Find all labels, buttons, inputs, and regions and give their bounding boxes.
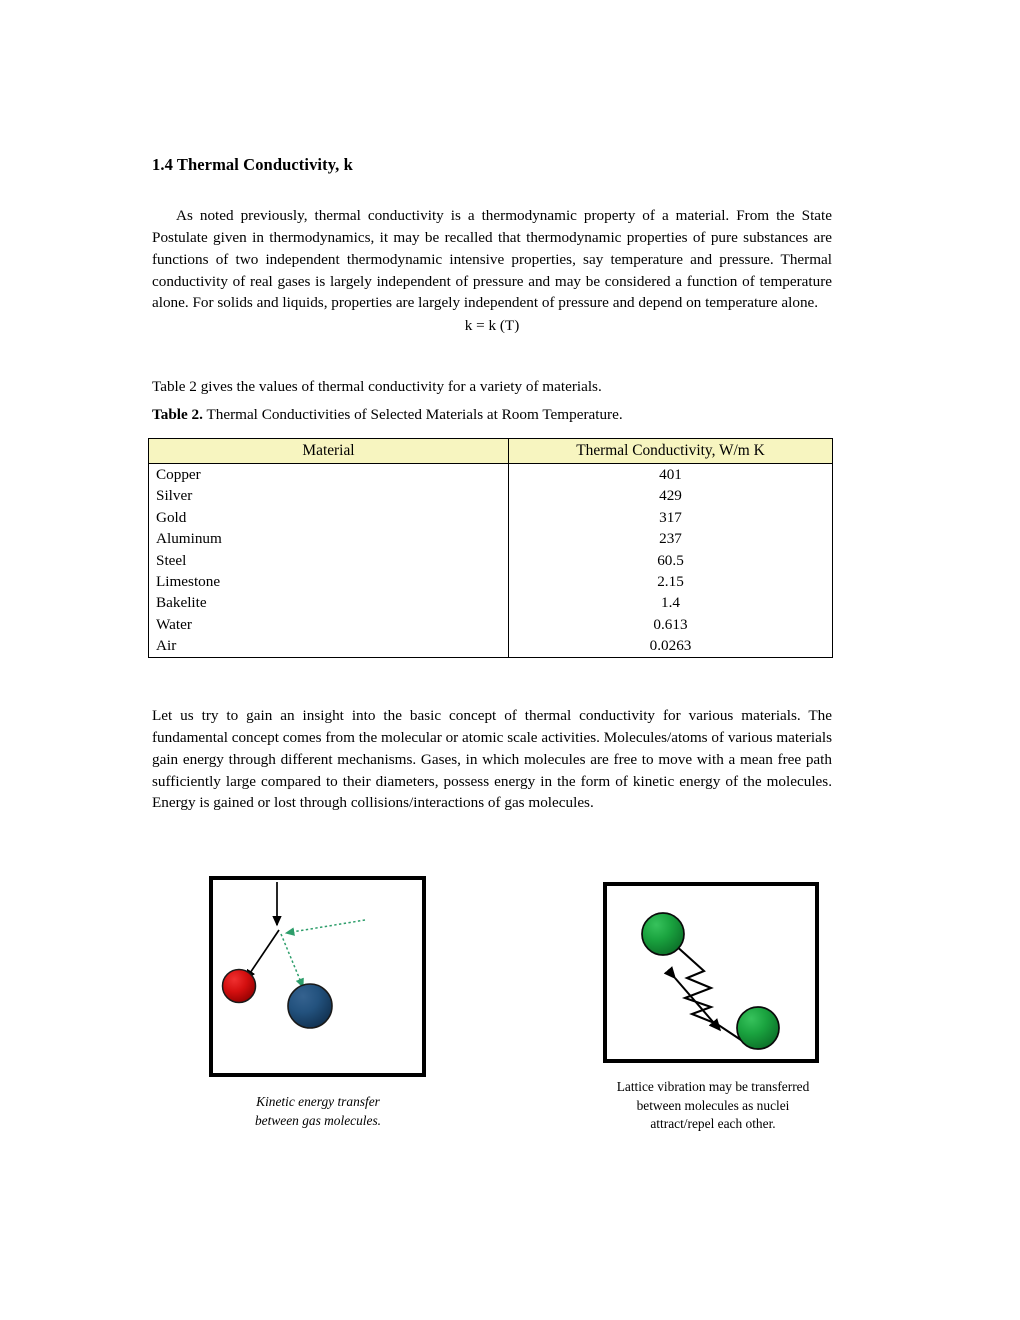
cell-material: Limestone <box>149 571 509 592</box>
kinetic-energy-transfer-caption <box>210 1093 426 1130</box>
table-header <box>149 439 833 464</box>
table-row <box>149 528 833 549</box>
table-row <box>149 635 833 657</box>
column-header-conductivity: Thermal Conductivity, W/m K <box>509 439 833 464</box>
caption-line: attract/repel each other. <box>650 1116 776 1132</box>
cell-material: Bakelite <box>149 592 509 613</box>
deflected-arrow-to-red <box>246 930 279 979</box>
spring-zigzag <box>674 944 747 1044</box>
paragraph-table-lead-in: Table 2 gives the values of thermal conductivity for a variety of materials. <box>152 378 602 396</box>
table-caption-text: Thermal Conductivities of Selected Materials at Room Temperature. <box>202 406 623 423</box>
cell-conductivity: 1.4 <box>509 592 833 613</box>
cell-conductivity: 429 <box>509 485 833 506</box>
table-row <box>149 464 833 486</box>
kinetic-energy-transfer-figure <box>209 876 426 1077</box>
caption-line: between gas molecules. <box>254 1112 382 1128</box>
blue-gas-molecule <box>288 984 332 1028</box>
outgoing-green-dotted-arrow <box>281 934 303 987</box>
paragraph-after-table: Let us try to gain an insight into the basic concept of thermal conductivity for various materials. The fundamental concept comes from the molecular or atomic scale activities. Molecules/atoms of various materials gain energy through different mechanisms. Gases, in which molecules are free to move with a mean free path sufficiently large compared to their diameters, possess energy in the form of kinetic energy of the molecules. Energy is gained or lost through collisions/interactions of gas molecules. <box>152 707 832 812</box>
table-row <box>149 592 833 613</box>
table-row <box>149 550 833 571</box>
page-title: 1.4 Thermal Conductivity, k <box>152 154 353 174</box>
cell-material: Copper <box>149 464 509 486</box>
cell-conductivity: 0.0263 <box>509 635 833 657</box>
lattice-vibration-caption <box>594 1078 832 1134</box>
incoming-green-dotted-arrow <box>286 920 365 933</box>
column-header-material: Material <box>149 439 509 464</box>
cell-conductivity: 237 <box>509 528 833 549</box>
cell-material: Silver <box>149 485 509 506</box>
table-row <box>149 571 833 592</box>
cell-conductivity: 2.15 <box>509 571 833 592</box>
table-header-row <box>149 439 833 464</box>
cell-conductivity: 317 <box>509 507 833 528</box>
caption-line: Lattice vibration may be transferred <box>616 1079 810 1094</box>
cell-conductivity: 401 <box>509 464 833 486</box>
cell-material: Steel <box>149 550 509 571</box>
table-body <box>149 464 833 658</box>
kinetic-energy-transfer-svg <box>213 880 422 1073</box>
thermal-conductivity-table <box>148 438 833 658</box>
table-row <box>149 485 833 506</box>
paragraph-intro-text: As noted previously, thermal conductivity is a thermodynamic property of a material. From the State Postulate given in thermodynamics, it may be recalled that thermodynamic properties of pure substances are functions of two independent thermodynamic intensive properties, say temperature and pressure. Thermal conductivity of real gases is largely independent of pressure and may be considered a function of temperature alone. For solids and liquids, properties are largely independent of pressure and depend on temperature alone. <box>152 207 832 312</box>
table-row <box>149 507 833 528</box>
table-caption-label: Table 2. <box>152 406 203 423</box>
lattice-vibration-svg <box>607 886 815 1059</box>
green-molecule-lower <box>737 1007 779 1049</box>
lattice-vibration-figure <box>603 882 819 1063</box>
cell-material: Aluminum <box>149 528 509 549</box>
paragraph-intro <box>152 205 832 314</box>
red-gas-molecule <box>223 970 256 1003</box>
cell-material: Gold <box>149 507 509 528</box>
caption-line: between molecules as nuclei <box>636 1097 790 1113</box>
table-caption <box>152 404 623 426</box>
cell-conductivity: 0.613 <box>509 614 833 635</box>
table-row <box>149 614 833 635</box>
cell-material: Air <box>149 635 509 657</box>
green-molecule-upper <box>642 913 684 955</box>
cell-material: Water <box>149 614 509 635</box>
cell-conductivity: 60.5 <box>509 550 833 571</box>
double-headed-vibration-arrow <box>675 978 720 1030</box>
equation-thermal-conductivity: k = k (T) <box>464 317 520 334</box>
caption-line: Kinetic energy transfer <box>256 1094 380 1109</box>
